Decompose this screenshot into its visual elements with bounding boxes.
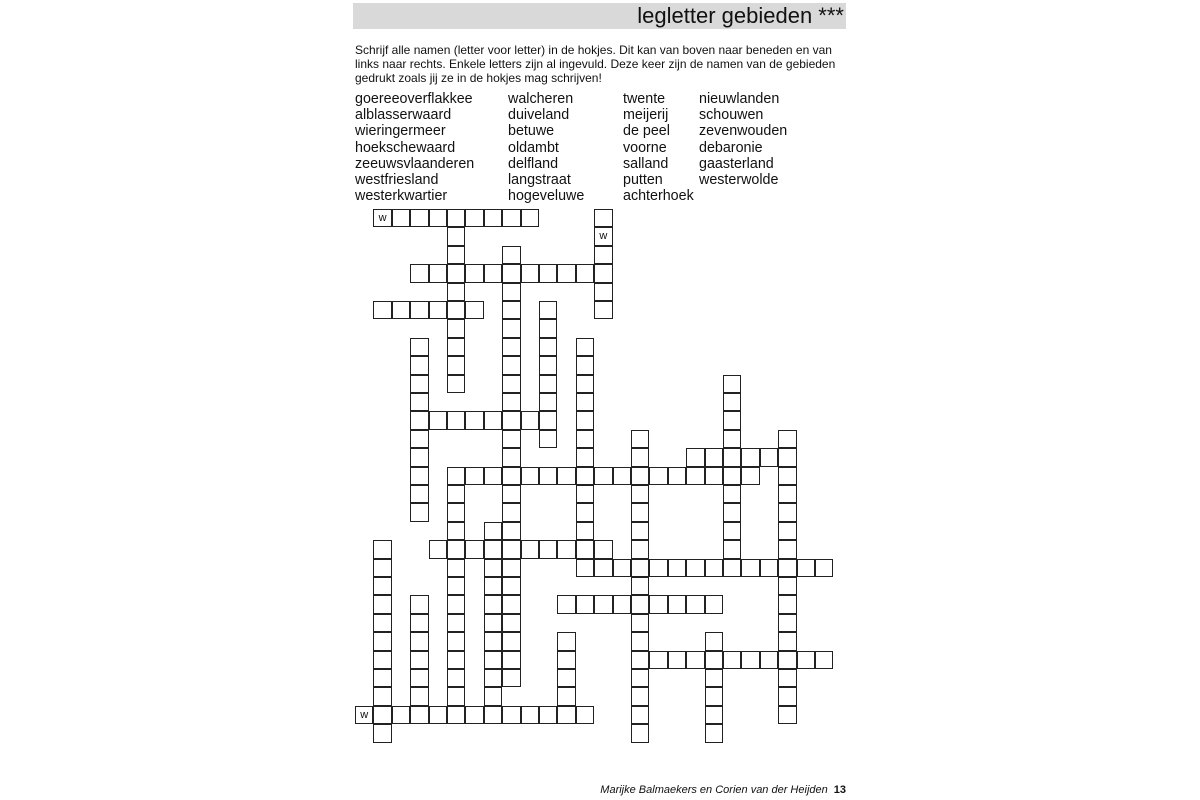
- instructions-text: Schrijf alle namen (letter voor letter) in de hokjes. Dit kan van boven naar beneden en van links naar rechts. Enkele letters zijn al ingevuld. Deze keer zijn de namen van de gebieden gedrukt zoals jij ze in de hokjes mag schrijven!: [355, 43, 836, 85]
- grid-cell[interactable]: [576, 467, 594, 485]
- grid-cell[interactable]: [410, 301, 428, 319]
- grid-cell[interactable]: [723, 411, 741, 429]
- grid-cell[interactable]: [576, 540, 594, 558]
- grid-cell[interactable]: [502, 356, 520, 374]
- grid-cell[interactable]: [484, 577, 502, 595]
- grid-cell[interactable]: [631, 669, 649, 687]
- word-item: zevenwouden: [699, 123, 788, 140]
- grid-cell[interactable]: [410, 430, 428, 448]
- grid-cell[interactable]: [373, 724, 391, 742]
- grid-cell[interactable]: [465, 264, 483, 282]
- word-item: hoekschewaard: [355, 139, 456, 156]
- grid-cell[interactable]: [723, 559, 741, 577]
- grid-cell[interactable]: [447, 209, 465, 227]
- grid-cell[interactable]: [778, 485, 796, 503]
- grid-cell[interactable]: [539, 319, 557, 337]
- grid-cell[interactable]: [631, 651, 649, 669]
- grid-cell[interactable]: [631, 430, 649, 448]
- grid-cell[interactable]: [447, 301, 465, 319]
- page-footer: [590, 784, 846, 796]
- grid-cell[interactable]: [447, 706, 465, 724]
- grid-cell[interactable]: [631, 467, 649, 485]
- grid-cell[interactable]: [576, 375, 594, 393]
- grid-cell[interactable]: [741, 448, 759, 466]
- grid-cell[interactable]: [373, 577, 391, 595]
- grid-cell[interactable]: [723, 375, 741, 393]
- grid-cell[interactable]: [502, 559, 520, 577]
- grid-cell[interactable]: [686, 467, 704, 485]
- grid-cell[interactable]: [539, 540, 557, 558]
- grid-cell[interactable]: [484, 209, 502, 227]
- grid-cell[interactable]: [594, 264, 612, 282]
- grid-cell[interactable]: [631, 687, 649, 705]
- grid-cell[interactable]: [631, 724, 649, 742]
- grid-cell[interactable]: [447, 595, 465, 613]
- grid-cell[interactable]: [576, 559, 594, 577]
- grid-cell[interactable]: [410, 614, 428, 632]
- word-item: twente: [623, 91, 666, 107]
- grid-cell[interactable]: [447, 559, 465, 577]
- grid-cell[interactable]: [447, 614, 465, 632]
- grid-cell[interactable]: [778, 540, 796, 558]
- grid-cell[interactable]: [521, 467, 539, 485]
- grid-cell[interactable]: [502, 393, 520, 411]
- grid-cell[interactable]: [484, 669, 502, 687]
- grid-cell[interactable]: [760, 559, 778, 577]
- grid-cell[interactable]: [557, 467, 575, 485]
- grid-cell[interactable]: [539, 393, 557, 411]
- grid-cell[interactable]: [502, 430, 520, 448]
- word-item: meijerij: [623, 107, 669, 124]
- grid-cell[interactable]: [484, 522, 502, 540]
- word-item: putten: [623, 172, 663, 189]
- grid-cell[interactable]: [557, 540, 575, 558]
- grid-cell[interactable]: [447, 485, 465, 503]
- word-item: voorne: [623, 139, 667, 156]
- grid-cell[interactable]: [631, 577, 649, 595]
- grid-cell[interactable]: [447, 577, 465, 595]
- grid-cell[interactable]: [539, 338, 557, 356]
- grid-cell[interactable]: [484, 595, 502, 613]
- grid-cell[interactable]: [465, 301, 483, 319]
- word-item: de peel: [623, 123, 670, 140]
- grid-cell[interactable]: [686, 595, 704, 613]
- grid-cell[interactable]: [373, 651, 391, 669]
- grid-cell[interactable]: [668, 595, 686, 613]
- grid-cell[interactable]: [410, 669, 428, 687]
- grid-cell[interactable]: [557, 595, 575, 613]
- grid-cell[interactable]: [539, 430, 557, 448]
- footer-author: Marijke Balmaekers en Corien van der Heijden: [600, 784, 828, 796]
- grid-cell[interactable]: [778, 651, 796, 669]
- grid-cell[interactable]: [373, 687, 391, 705]
- grid-cell[interactable]: [741, 467, 759, 485]
- grid-cell[interactable]: [723, 448, 741, 466]
- grid-cell[interactable]: [613, 595, 631, 613]
- prefilled-grid-cell[interactable]: w: [594, 227, 612, 245]
- grid-cell[interactable]: [705, 687, 723, 705]
- grid-cell[interactable]: [502, 651, 520, 669]
- grid-cell[interactable]: [631, 485, 649, 503]
- grid-cell[interactable]: [502, 595, 520, 613]
- grid-cell[interactable]: [392, 706, 410, 724]
- word-item: wieringermeer: [355, 123, 446, 140]
- grid-cell[interactable]: [447, 246, 465, 264]
- grid-cell[interactable]: [576, 448, 594, 466]
- grid-cell[interactable]: [447, 375, 465, 393]
- grid-cell[interactable]: [705, 632, 723, 650]
- grid-cell[interactable]: [465, 467, 483, 485]
- grid-cell[interactable]: [502, 411, 520, 429]
- word-item: goereeoverflakkee: [355, 91, 473, 107]
- grid-cell[interactable]: [705, 724, 723, 742]
- word-item: nieuwlanden: [699, 91, 780, 107]
- grid-cell[interactable]: [778, 577, 796, 595]
- grid-cell[interactable]: [631, 595, 649, 613]
- grid-cell[interactable]: [429, 209, 447, 227]
- grid-cell[interactable]: [723, 522, 741, 540]
- grid-cell[interactable]: [723, 503, 741, 521]
- grid-cell[interactable]: [576, 264, 594, 282]
- grid-cell[interactable]: [557, 706, 575, 724]
- grid-cell[interactable]: [429, 540, 447, 558]
- grid-cell[interactable]: [778, 614, 796, 632]
- grid-cell[interactable]: [447, 411, 465, 429]
- grid-cell[interactable]: [539, 301, 557, 319]
- grid-cell[interactable]: [594, 467, 612, 485]
- grid-cell[interactable]: [778, 632, 796, 650]
- grid-cell[interactable]: [576, 706, 594, 724]
- grid-cell[interactable]: [649, 651, 667, 669]
- grid-cell[interactable]: [465, 706, 483, 724]
- word-item: debaronie: [699, 139, 763, 156]
- word-item: schouwen: [699, 107, 764, 124]
- grid-cell[interactable]: [557, 264, 575, 282]
- grid-cell[interactable]: [539, 411, 557, 429]
- grid-cell[interactable]: [410, 209, 428, 227]
- grid-cell[interactable]: [797, 559, 815, 577]
- grid-cell[interactable]: [557, 687, 575, 705]
- grid-cell[interactable]: [502, 706, 520, 724]
- grid-cell[interactable]: [649, 559, 667, 577]
- grid-cell[interactable]: [447, 669, 465, 687]
- grid-cell[interactable]: [502, 375, 520, 393]
- grid-cell[interactable]: [447, 264, 465, 282]
- grid-cell[interactable]: [797, 651, 815, 669]
- grid-cell[interactable]: [723, 651, 741, 669]
- grid-cell[interactable]: [539, 356, 557, 374]
- grid-cell[interactable]: [502, 577, 520, 595]
- word-item: langstraat: [508, 172, 571, 189]
- grid-cell[interactable]: [631, 632, 649, 650]
- grid-cell[interactable]: [410, 448, 428, 466]
- grid-cell[interactable]: [686, 651, 704, 669]
- grid-cell[interactable]: [502, 467, 520, 485]
- grid-cell[interactable]: [631, 706, 649, 724]
- grid-cell[interactable]: [741, 559, 759, 577]
- grid-cell[interactable]: [778, 448, 796, 466]
- grid-cell[interactable]: [539, 264, 557, 282]
- grid-cell[interactable]: [576, 522, 594, 540]
- grid-cell[interactable]: [760, 448, 778, 466]
- grid-cell[interactable]: [631, 448, 649, 466]
- word-item: delfland: [508, 155, 559, 172]
- grid-cell[interactable]: [410, 467, 428, 485]
- grid-cell[interactable]: [594, 301, 612, 319]
- grid-cell[interactable]: [447, 503, 465, 521]
- prefilled-grid-cell[interactable]: w: [355, 706, 373, 724]
- grid-cell[interactable]: [447, 651, 465, 669]
- grid-cell[interactable]: [576, 430, 594, 448]
- grid-cell[interactable]: [484, 651, 502, 669]
- grid-cell[interactable]: [705, 651, 723, 669]
- grid-cell[interactable]: [631, 503, 649, 521]
- grid-cell[interactable]: [410, 485, 428, 503]
- grid-cell[interactable]: [539, 706, 557, 724]
- grid-cell[interactable]: [594, 209, 612, 227]
- grid-cell[interactable]: [410, 393, 428, 411]
- word-item: betuwe: [508, 123, 555, 140]
- grid-cell[interactable]: [631, 614, 649, 632]
- grid-cell[interactable]: [723, 430, 741, 448]
- grid-cell[interactable]: [576, 356, 594, 374]
- grid-cell[interactable]: [410, 411, 428, 429]
- grid-cell[interactable]: [502, 246, 520, 264]
- grid-cell[interactable]: [502, 283, 520, 301]
- grid-cell[interactable]: [447, 467, 465, 485]
- grid-cell[interactable]: [705, 559, 723, 577]
- grid-cell[interactable]: [502, 209, 520, 227]
- grid-cell[interactable]: [465, 411, 483, 429]
- grid-cell[interactable]: [576, 485, 594, 503]
- grid-cell[interactable]: [778, 559, 796, 577]
- word-item: westerkwartier: [355, 188, 448, 205]
- grid-cell[interactable]: [557, 632, 575, 650]
- grid-cell[interactable]: [429, 706, 447, 724]
- grid-cell[interactable]: [594, 246, 612, 264]
- grid-cell[interactable]: [373, 559, 391, 577]
- grid-cell[interactable]: [484, 264, 502, 282]
- word-item: oldambt: [508, 139, 559, 156]
- grid-cell[interactable]: [410, 651, 428, 669]
- grid-cell[interactable]: [778, 503, 796, 521]
- word-item: westerwolde: [699, 172, 779, 189]
- grid-cell[interactable]: [539, 467, 557, 485]
- grid-cell[interactable]: [484, 559, 502, 577]
- word-item: salland: [623, 155, 669, 172]
- word-item: alblasserwaard: [355, 107, 452, 124]
- prefilled-grid-cell[interactable]: w: [373, 209, 391, 227]
- grid-cell[interactable]: [778, 430, 796, 448]
- grid-cell[interactable]: [410, 595, 428, 613]
- grid-cell[interactable]: [521, 706, 539, 724]
- grid-cell[interactable]: [521, 540, 539, 558]
- grid-cell[interactable]: [502, 614, 520, 632]
- grid-cell[interactable]: [705, 706, 723, 724]
- word-item: achterhoek: [623, 188, 694, 205]
- grid-cell[interactable]: [484, 687, 502, 705]
- grid-cell[interactable]: [668, 651, 686, 669]
- grid-cell[interactable]: [649, 595, 667, 613]
- grid-cell[interactable]: [631, 540, 649, 558]
- grid-cell[interactable]: [429, 411, 447, 429]
- grid-cell[interactable]: [741, 651, 759, 669]
- grid-cell[interactable]: [502, 522, 520, 540]
- grid-cell[interactable]: [447, 687, 465, 705]
- grid-cell[interactable]: [484, 540, 502, 558]
- grid-cell[interactable]: [484, 467, 502, 485]
- grid-cell[interactable]: [594, 283, 612, 301]
- grid-cell[interactable]: [778, 669, 796, 687]
- grid-cell[interactable]: [447, 540, 465, 558]
- grid-cell[interactable]: [410, 632, 428, 650]
- word-item: hogeveluwe: [508, 188, 585, 205]
- grid-cell[interactable]: [613, 467, 631, 485]
- grid-cell[interactable]: [521, 411, 539, 429]
- grid-cell[interactable]: [484, 614, 502, 632]
- grid-cell[interactable]: [392, 301, 410, 319]
- grid-cell[interactable]: [502, 319, 520, 337]
- grid-cell[interactable]: [778, 706, 796, 724]
- grid-cell[interactable]: [502, 264, 520, 282]
- grid-cell[interactable]: [760, 651, 778, 669]
- grid-cell[interactable]: [594, 559, 612, 577]
- word-item: walcheren: [508, 91, 574, 107]
- grid-cell[interactable]: [723, 467, 741, 485]
- grid-cell[interactable]: [539, 375, 557, 393]
- grid-cell[interactable]: [723, 485, 741, 503]
- grid-cell[interactable]: [373, 706, 391, 724]
- grid-cell[interactable]: [484, 411, 502, 429]
- grid-cell[interactable]: [410, 503, 428, 521]
- word-item: westfriesland: [355, 172, 439, 189]
- grid-cell[interactable]: [705, 448, 723, 466]
- grid-cell[interactable]: [502, 448, 520, 466]
- grid-cell[interactable]: [668, 467, 686, 485]
- grid-cell[interactable]: [410, 375, 428, 393]
- grid-cell[interactable]: [668, 559, 686, 577]
- grid-cell[interactable]: [447, 522, 465, 540]
- grid-cell[interactable]: [502, 485, 520, 503]
- grid-cell[interactable]: [705, 669, 723, 687]
- grid-cell[interactable]: [686, 559, 704, 577]
- grid-cell[interactable]: [502, 301, 520, 319]
- grid-cell[interactable]: [373, 540, 391, 558]
- grid-cell[interactable]: [815, 651, 833, 669]
- grid-cell[interactable]: [631, 522, 649, 540]
- grid-cell[interactable]: [576, 595, 594, 613]
- grid-cell[interactable]: [557, 651, 575, 669]
- grid-cell[interactable]: [429, 264, 447, 282]
- grid-cell[interactable]: [705, 595, 723, 613]
- grid-cell[interactable]: [594, 595, 612, 613]
- grid-cell[interactable]: [465, 540, 483, 558]
- grid-cell[interactable]: [576, 503, 594, 521]
- grid-cell[interactable]: [502, 338, 520, 356]
- grid-cell[interactable]: [447, 632, 465, 650]
- grid-cell[interactable]: [502, 669, 520, 687]
- grid-cell[interactable]: [686, 448, 704, 466]
- grid-cell[interactable]: [373, 669, 391, 687]
- grid-cell[interactable]: [705, 467, 723, 485]
- grid-cell[interactable]: [392, 209, 410, 227]
- grid-cell[interactable]: [576, 393, 594, 411]
- grid-cell[interactable]: [778, 522, 796, 540]
- word-item: gaasterland: [699, 155, 774, 172]
- grid-cell[interactable]: [557, 669, 575, 687]
- grid-cell[interactable]: [723, 540, 741, 558]
- grid-cell[interactable]: [447, 227, 465, 245]
- page-number: 13: [833, 784, 846, 796]
- word-item: zeeuwsvlaanderen: [355, 155, 475, 172]
- grid-cell[interactable]: [465, 209, 483, 227]
- grid-cell[interactable]: [723, 393, 741, 411]
- grid-cell[interactable]: [410, 264, 428, 282]
- grid-cell[interactable]: [410, 687, 428, 705]
- grid-cell[interactable]: [521, 264, 539, 282]
- grid-cell[interactable]: [631, 559, 649, 577]
- grid-cell[interactable]: [778, 595, 796, 613]
- grid-cell[interactable]: [502, 632, 520, 650]
- grid-cell[interactable]: [778, 687, 796, 705]
- grid-cell[interactable]: [576, 411, 594, 429]
- grid-cell[interactable]: [594, 540, 612, 558]
- grid-cell[interactable]: [410, 706, 428, 724]
- grid-cell[interactable]: [373, 595, 391, 613]
- grid-cell[interactable]: [447, 283, 465, 301]
- grid-cell[interactable]: [484, 706, 502, 724]
- grid-cell[interactable]: [613, 559, 631, 577]
- grid-cell[interactable]: [576, 338, 594, 356]
- grid-cell[interactable]: [429, 301, 447, 319]
- grid-cell[interactable]: [502, 540, 520, 558]
- grid-cell[interactable]: [815, 559, 833, 577]
- grid-cell[interactable]: [502, 503, 520, 521]
- grid-cell[interactable]: [447, 356, 465, 374]
- grid-cell[interactable]: [373, 301, 391, 319]
- grid-cell[interactable]: [521, 209, 539, 227]
- grid-cell[interactable]: [447, 338, 465, 356]
- grid-cell[interactable]: [373, 632, 391, 650]
- grid-cell[interactable]: [410, 356, 428, 374]
- word-item: duiveland: [508, 107, 570, 124]
- grid-cell[interactable]: [373, 614, 391, 632]
- grid-cell[interactable]: [484, 632, 502, 650]
- grid-cell[interactable]: [778, 467, 796, 485]
- grid-cell[interactable]: [410, 338, 428, 356]
- grid-cell[interactable]: [649, 467, 667, 485]
- grid-cell[interactable]: [447, 319, 465, 337]
- page-title: legletter gebieden ***: [637, 3, 844, 28]
